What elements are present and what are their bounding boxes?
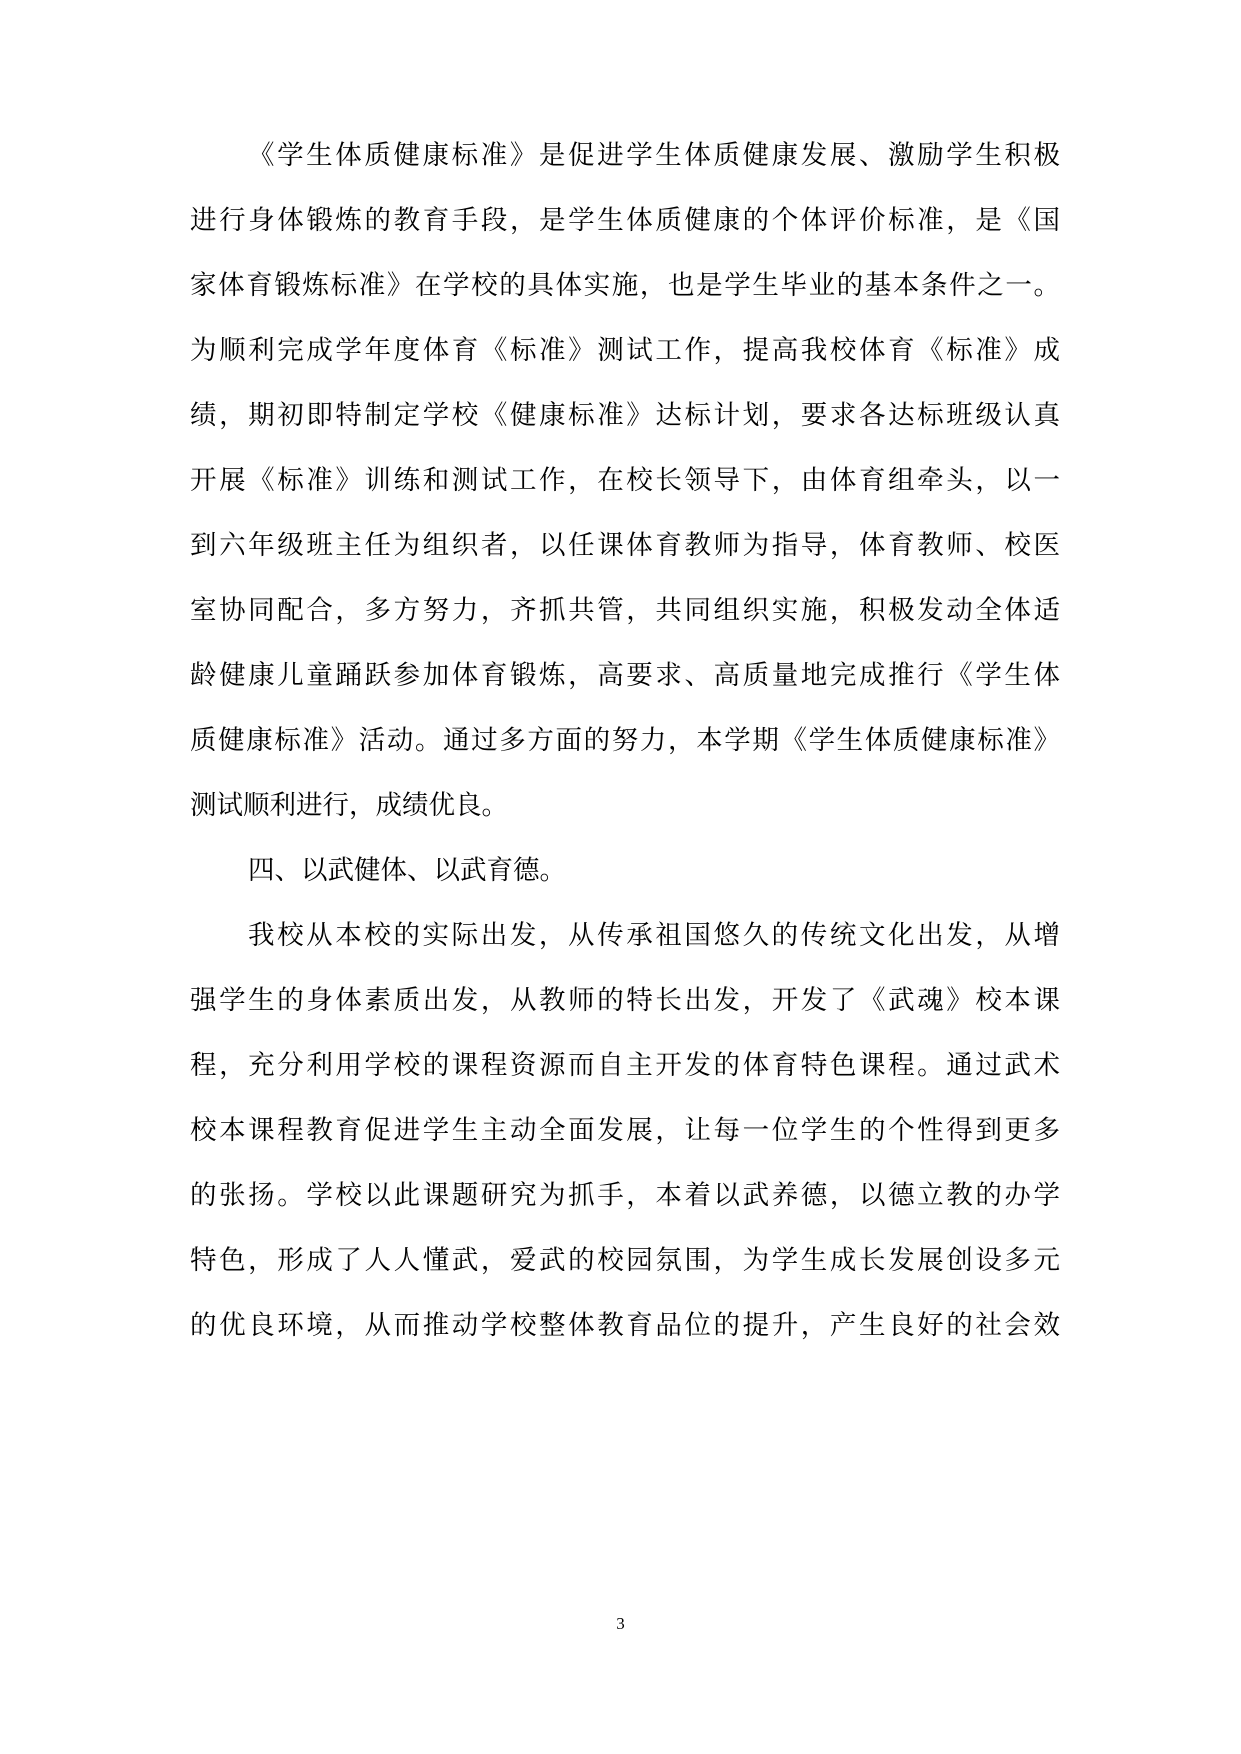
- paragraph-1-line-9: 龄健康儿童踊跃参加体育锻炼，高要求、高质量地完成推行《学生体: [190, 660, 1060, 691]
- paragraph-3-line-6: 特色，形成了人人懂武，爱武的校园氛围，为学生成长发展创设多元: [190, 1245, 1060, 1276]
- paragraph-1-line-1: 《学生体质健康标准》是促进学生体质健康发展、激励学生积极: [248, 140, 1060, 171]
- paragraph-3-line-5: 的张扬。学校以此课题研究为抓手，本着以武养德，以德立教的办学: [190, 1180, 1060, 1211]
- paragraph-1-line-11: 测试顺利进行，成绩优良。: [190, 790, 508, 821]
- paragraph-3-line-7: 的优良环境，从而推动学校整体教育品位的提升，产生良好的社会效: [190, 1310, 1060, 1341]
- page-number: 3: [616, 1614, 625, 1633]
- section-heading: 四、以武健体、以武育德。: [248, 855, 566, 886]
- paragraph-1-line-4: 为顺利完成学年度体育《标准》测试工作，提高我校体育《标准》成: [190, 335, 1060, 366]
- paragraph-3-line-4: 校本课程教育促进学生主动全面发展，让每一位学生的个性得到更多: [190, 1115, 1060, 1146]
- paragraph-1-line-7: 到六年级班主任为组织者，以任课体育教师为指导，体育教师、校医: [190, 530, 1060, 561]
- paragraph-1-line-10: 质健康标准》活动。通过多方面的努力，本学期《学生体质健康标准》: [190, 725, 1060, 756]
- paragraph-1-line-6: 开展《标准》训练和测试工作，在校长领导下，由体育组牵头，以一: [190, 465, 1060, 496]
- paragraph-3-line-3: 程，充分利用学校的课程资源而自主开发的体育特色课程。通过武术: [190, 1050, 1060, 1081]
- paragraph-1-line-2: 进行身体锻炼的教育手段，是学生体质健康的个体评价标准，是《国: [190, 205, 1060, 236]
- paragraph-1-line-8: 室协同配合，多方努力，齐抓共管，共同组织实施，积极发动全体适: [190, 595, 1060, 626]
- paragraph-1-line-3: 家体育锻炼标准》在学校的具体实施，也是学生毕业的基本条件之一。: [190, 270, 1060, 301]
- paragraph-3-line-2: 强学生的身体素质出发，从教师的特长出发，开发了《武魂》校本课: [190, 985, 1060, 1016]
- paragraph-1-line-5: 绩，期初即特制定学校《健康标准》达标计划，要求各达标班级认真: [190, 400, 1060, 431]
- paragraph-3-line-1: 我校从本校的实际出发，从传承祖国悠久的传统文化出发，从增: [248, 920, 1060, 951]
